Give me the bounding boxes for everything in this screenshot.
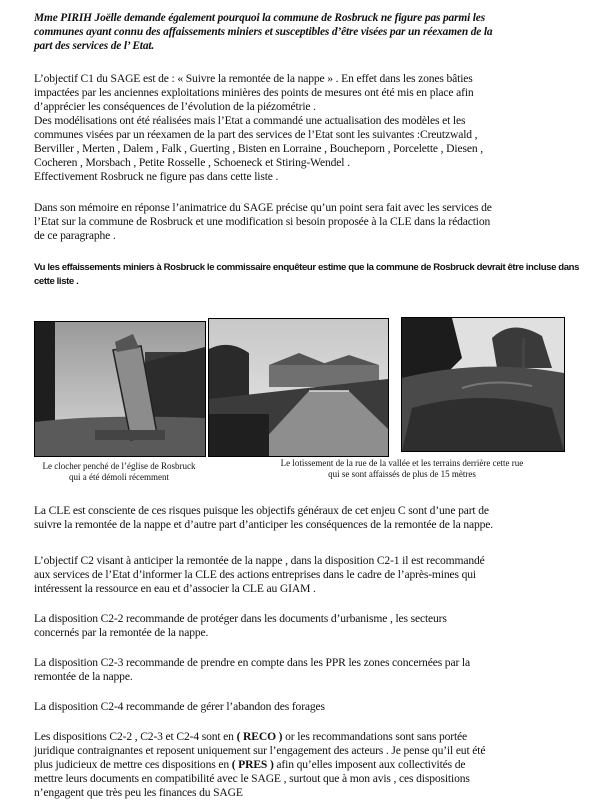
c2-2-line: concernés par la remontée de la nappe.: [34, 626, 209, 639]
commissaire-line: Vu les effaissements miniers à Rosbruck le commissaire enquêteur estime que la commune de Rosbruck devrait être incluse dans: [34, 262, 580, 273]
street-image: [209, 319, 388, 456]
memoire-line: Dans son mémoire en réponse l’animatrice du SAGE précise qu’un point sera fait avec les services de: [34, 201, 492, 214]
pres-label: ( PRES ): [231, 758, 274, 771]
intro-line: communes ayant connu des affaissements miniers et susceptibles d’être visées par un réexamen de la: [34, 26, 493, 38]
conclusion-line: mettre leurs documents en compatibilité avec le SAGE , surtout que à mon avis , ces dispositions: [34, 772, 470, 785]
commissaire-line: cette liste .: [34, 276, 79, 287]
caption-church: [34, 461, 204, 482]
c1-line: Cocheren , Morsbach , Petite Rosselle , Schoeneck et Stiring-Wendel .: [34, 156, 350, 169]
c1-line: L’objectif C1 du SAGE est de : « Suivre la remontée de la nappe » . En effet dans les zones bâties: [34, 72, 473, 85]
caption-church-line: Le clocher penché de l’église de Rosbruck: [42, 461, 196, 471]
conclusion-text: Les dispositions C2-2 , C2-3 et C2-4 sont en: [34, 730, 237, 743]
c1-line: communes visées par un réexamen de la part des services de l’Etat sont les suivantes :Creutzwald ,: [34, 128, 478, 141]
c1-line: d’apprécier les conséquences de l’évolution de la piézométrie .: [34, 100, 316, 113]
caption-street: [242, 458, 562, 479]
conclusion-text: or les recommandations sont sans portée: [282, 730, 468, 743]
intro-line: Mme PIRIH Joëlle demande également pourquoi la commune de Rosbruck ne figure pas parmi les: [34, 12, 485, 24]
c2-4-line: La disposition C2-4 recommande de gérer l’abandon des forages: [34, 700, 325, 713]
conclusion-line: [34, 758, 465, 771]
church-tower-image: [35, 322, 205, 456]
conclusion-line: n’engagent que très peu les finances du SAGE: [34, 786, 243, 799]
c1-line: impactées par les anciennes exploitations minières des points de mesures ont été mis en place afin: [34, 86, 474, 99]
photo-church-tower: [34, 321, 206, 457]
cle-line: suivre la remontée de la nappe et d’autre part d’anticiper les conséquences de la remontée de la nappe.: [34, 518, 494, 531]
memoire-line: l’Etat sur la commune de Rosbruck et une modification si besoin proposée à la CLE dans la rédaction: [34, 215, 491, 228]
c2-line: intéressent la ressource en eau et d’associer la CLE au GIAM .: [34, 582, 316, 595]
c1-line: Effectivement Rosbruck ne figure pas dans cette liste .: [34, 170, 279, 183]
cle-line: La CLE est consciente de ces risques puisque les objectifs généraux de cet enjeu C sont d’une part de: [34, 504, 489, 517]
intro-line: part des services de l’ Etat.: [34, 40, 155, 52]
c1-line: Berviller , Merten , Dalem , Falk , Guerting , Bisten en Lorraine , Boucheporn , Porcelette , Diesen ,: [34, 142, 483, 155]
c1-line: Des modélisations ont été réalisées mais l’Etat a commandé une actualisation des modèles et les: [34, 114, 466, 127]
c2-line: aux services de l’Etat d’informer la CLE des actions entreprises dans le cadre de l’après-mines qui: [34, 568, 476, 581]
caption-church-line: qui a été démoli récemment: [69, 471, 169, 482]
c2-line: L’objectif C2 visant à anticiper la remontée de la nappe , dans la disposition C2-1 il est recommandé: [34, 554, 485, 567]
terrain-image: [402, 318, 564, 451]
photo-subsided-terrain: [401, 317, 565, 452]
conclusion-text: afin qu’elles imposent aux collectivités de: [273, 758, 466, 771]
photo-street-subdivision: [208, 318, 389, 457]
c2-3-line: La disposition C2-3 recommande de prendre en compte dans les PPR les zones concernées par la: [34, 656, 470, 669]
reco-label: ( RECO ): [236, 730, 283, 743]
conclusion-text: plus judicieux de mettre ces dispositions en: [34, 758, 232, 771]
conclusion-line: [34, 730, 467, 743]
memoire-line: de ce paragraphe .: [34, 229, 116, 242]
conclusion-line: juridique contraignantes et reposent uniquement sur l’engagement des acteurs . Je pense qu’il eut été: [34, 744, 486, 757]
caption-street-line: qui se sont affaissés de plus de 15 mètres: [328, 468, 476, 479]
c2-3-line: remontée de la nappe.: [34, 670, 133, 683]
caption-street-line: Le lotissement de la rue de la vallée et les terrains derrière cette rue: [280, 458, 524, 468]
c2-2-line: La disposition C2-2 recommande de protéger dans les documents d’urbanisme , les secteurs: [34, 612, 447, 625]
